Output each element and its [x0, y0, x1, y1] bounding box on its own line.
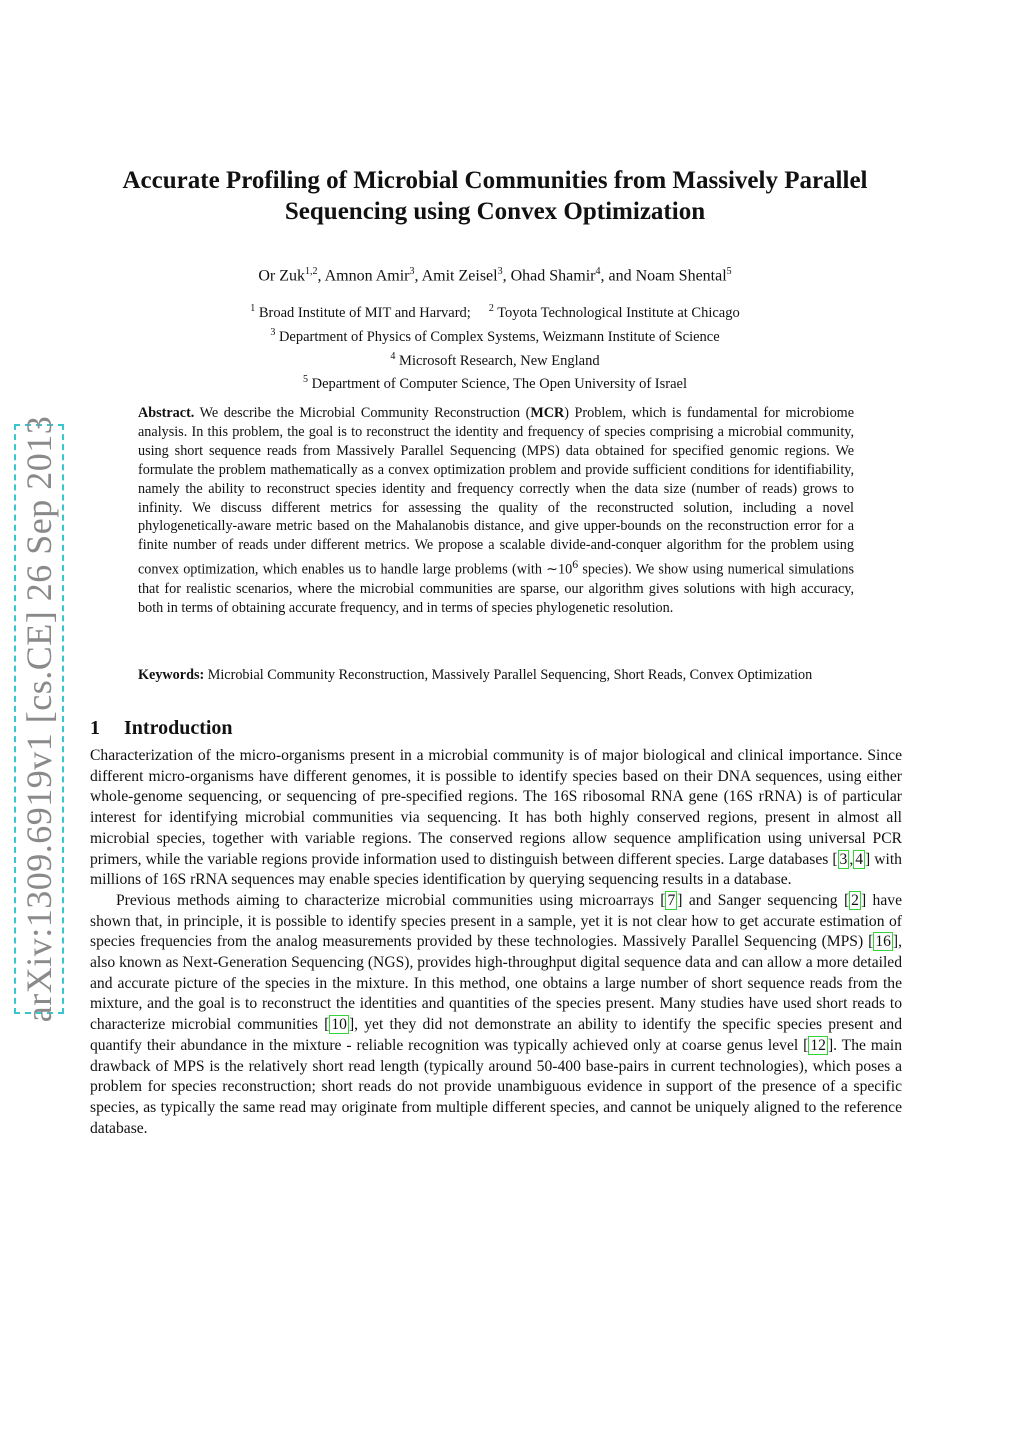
author-affiliation-marker: 1,2: [304, 266, 318, 277]
abstract-text-part: species). We show using numerical simulations that for realistic scenarios, where the microbial communities are sparse, our algorithm gives solutions with high accuracy, both in terms of obtaining accurate frequency, and in terms of species phylogenetic resolution.: [138, 561, 854, 616]
author-affiliation-marker: 3: [497, 266, 503, 277]
paper-title: Accurate Profiling of Microbial Communities from Massively Parallel Sequencing using Convex Optimization: [122, 167, 868, 225]
affiliation-line: [100, 347, 890, 371]
author-name: Or Zuk: [258, 267, 305, 285]
affiliation-number: 5: [302, 374, 308, 386]
abstract-mcr-term: MCR: [530, 405, 565, 421]
author-name: Amit Zeisel: [421, 267, 498, 285]
arxiv-identifier: arXiv:1309.6919v1 [cs.CE] 26 Sep 2013: [19, 415, 59, 1023]
author-affiliation-marker: 4: [595, 266, 601, 277]
citation-link[interactable]: 16: [875, 933, 891, 951]
author-list: Or Zuk$^{1,2}$, Amnon Amir$^3$, Amit Zeisel$^3$, Ohad Shamir$^4$, and Noam Shental$^5$: [258, 266, 732, 285]
citation-link[interactable]: 3: [839, 850, 848, 868]
affiliation-text: Department of Computer Science, The Open University of Israel: [311, 376, 688, 393]
author-name: Noam Shental: [635, 267, 727, 285]
paragraph-text: ]. The main drawback of MPS is the relatively short read length (typically around 50-400 base-pairs in current technologies), which poses a problem for species reconstruction; short reads do not provide unambiguous evidence in support of the presence of a specific species, as typically the same read may originate from multiple different species, and cannot be uniquely aligned to the reference database.: [90, 1036, 903, 1137]
affiliation-number: 3: [270, 326, 276, 338]
affiliation-text: Microsoft Research, New England: [399, 352, 600, 369]
abstract-exponent: 6: [572, 557, 579, 572]
affiliation-line: [100, 370, 890, 394]
abstract-label: Abstract.: [138, 405, 195, 421]
citation-link[interactable]: 7: [667, 891, 676, 909]
paragraph-text: ], yet they did not demonstrate an ability to identify the specific species present and quantify their abundance in the mixture - reliable recognition was typically achieved only at coarse genus level [: [90, 1016, 902, 1054]
citation-link[interactable]: 2: [851, 891, 859, 909]
paragraph-text: Characterization of the micro-organisms present in a microbial community is of major biological and clinical importance. Since different micro-organisms have different genomes, it is possible to identify species based on their DNA sequences, using either whole-genome sequencing, or sequencing of pre-specified regions. The 16S ribosomal RNA gene (16S rRNA) is of particular interest for identifying microbial communities via sequencing. It has both highly conserved regions, present in almost all microbial species, together with variable regions. The conserved regions allow sequence amplification using universal PCR primers, while the variable regions provide information used to distinguish between different species. Large databases [: [90, 747, 902, 868]
affiliation-text: Toyota Technological Institute at Chicago: [497, 304, 740, 321]
introduction-body: [90, 746, 902, 1139]
paragraph-text: ] and Sanger sequencing [: [677, 891, 850, 909]
affiliation-list: [100, 299, 890, 394]
affiliation-line: [100, 299, 890, 323]
affiliation-number: 4: [390, 350, 396, 362]
affiliation-number: 2: [488, 303, 494, 314]
section-number: 1: [90, 717, 100, 739]
affiliation-number: 1: [250, 303, 256, 314]
affiliation-line: [100, 323, 890, 347]
paragraph-text: ] have shown that, in principle, it is possible to identify species present in a sample, yet it is not clear how to get accurate estimation of species frequencies from the analog measurements provided by these technologies. Massively Parallel Sequencing (MPS) [: [90, 891, 902, 951]
citation-link[interactable]: 4: [855, 850, 864, 868]
citation-link[interactable]: 10: [331, 1016, 347, 1034]
paragraph: [90, 891, 902, 1139]
paragraph-text: ] with millions of 16S rRNA sequences may enable species identification by querying sequencing results in a database.: [90, 850, 902, 889]
citation-separator: ,: [849, 850, 854, 868]
affiliation-text: Department of Physics of Complex Systems, Weizmann Institute of Science: [278, 328, 720, 345]
keywords-text: Microbial Community Reconstruction, Massively Parallel Sequencing, Short Reads, Convex Optimization: [207, 667, 813, 683]
author-name: Amnon Amir: [324, 267, 410, 285]
arxiv-identifier-stamp: [14, 415, 64, 1023]
author-name: Ohad Shamir: [510, 267, 596, 285]
author-affiliation-marker: 5: [726, 266, 732, 277]
paragraph-text: ], also known as Next-Generation Sequencing (NGS), provides high-throughput digital sequence data and can allow a more detailed and accurate picture of the species in the mixture. In this method, one obtains a large number of short sequence reads from the mixture, and the goal is to reconstruct the identities and quantities of the species present. Many studies have used short reads to characterize microbial communities [: [90, 933, 902, 1034]
abstract: [138, 404, 854, 618]
paragraph-text: Previous methods aiming to characterize microbial communities using microarrays [: [116, 891, 666, 909]
paragraph: [90, 746, 902, 891]
abstract-text-part: ) Problem, which is fundamental for microbiome analysis. In this problem, the goal is to reconstruct the identity and frequency of species comprising a microbial community, using short sequence reads from Massively Parallel Sequencing (MPS) data obtained for specified genomic regions. We formulate the problem mathematically as a convex optimization problem and provide sufficient conditions for identifiability, namely the ability to reconstruct species identity and frequency correctly when the data size (number of reads) grows to infinity. We discuss different metrics for assessing the quality of the reconstructed solution, including a novel phylogenetically-aware metric based on the Mahalanobis distance, and give upper-bounds on the reconstruction error for a finite number of reads under different metrics. We propose a scalable divide-and-conquer algorithm for the problem using convex optimization, which enables us to handle large problems (with ∼10: [138, 405, 855, 578]
keywords: [138, 666, 854, 685]
citation-link[interactable]: 12: [810, 1036, 826, 1054]
section-title: Introduction: [124, 717, 233, 739]
abstract-text-part: We describe the Microbial Community Reconstruction (: [199, 405, 531, 421]
affiliation-text: Broad Institute of MIT and Harvard;: [258, 304, 471, 321]
section-heading: [90, 717, 233, 740]
keywords-label: Keywords:: [138, 667, 205, 683]
author-affiliation-marker: 3: [409, 266, 415, 277]
